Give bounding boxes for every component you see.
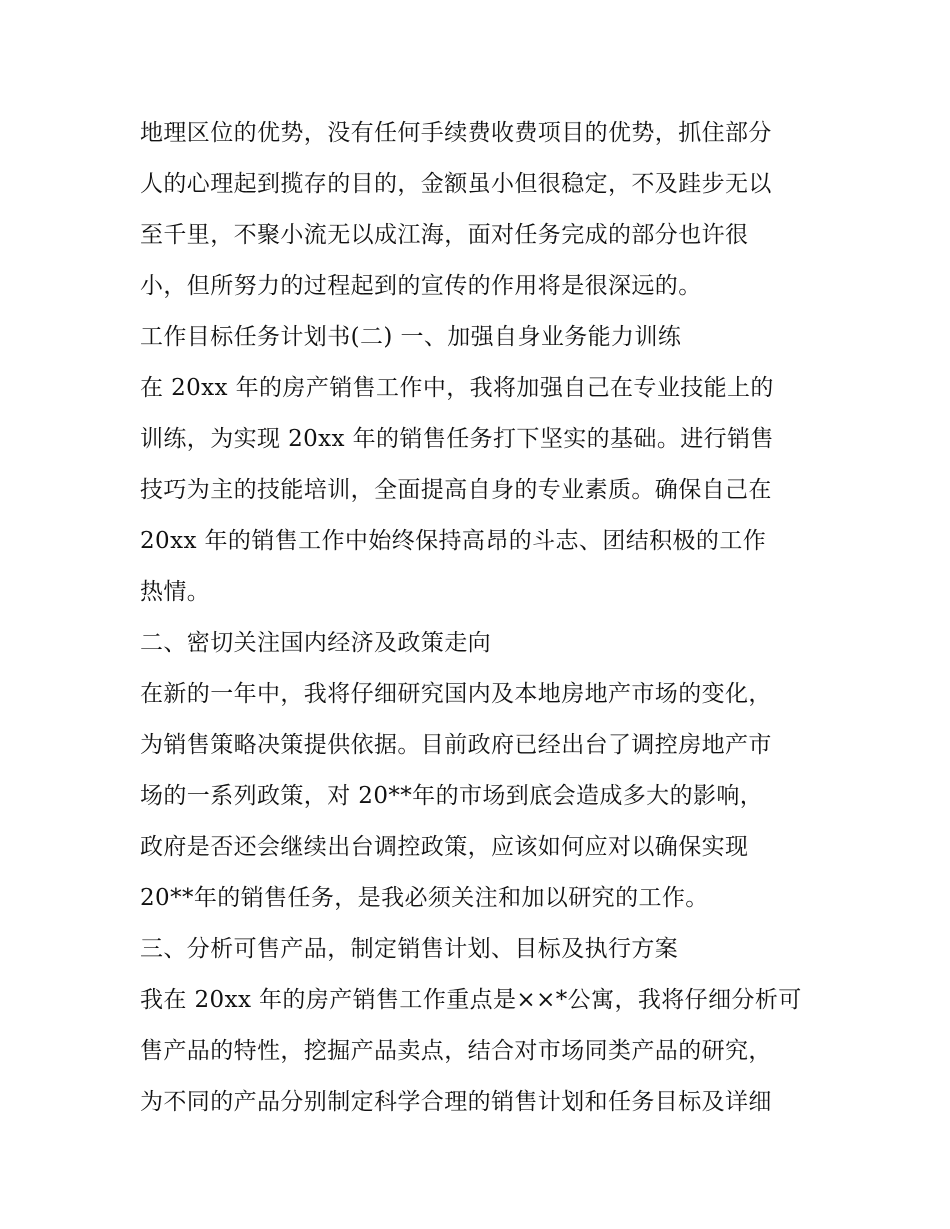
text-line: 在新的一年中，我将仔细研究国内及本地房地产市场的变化， [140,681,772,707]
text-line: 为销售策略决策提供依据。目前政府已经出台了调控房地产市 [140,732,772,758]
text-line: 人的心理起到揽存的目的，金额虽小但很稳定，不及跬步无以 [140,171,772,197]
text-line: 技巧为主的技能培训，全面提高自身的专业素质。确保自己在 [140,477,772,503]
text-line: 售产品的特性，挖掘产品卖点，结合对市场同类产品的研究， [140,1038,772,1064]
text-line: 在 20xx 年的房产销售工作中，我将加强自己在专业技能上的 [140,375,774,401]
text-line: 地理区位的优势，没有任何手续费收费项目的优势，抓住部分 [140,120,772,146]
text-line: 热情。 [140,579,211,605]
text-line: 政府是否还会继续出台调控政策，应该如何应对以确保实现 [140,834,749,860]
section-heading-1: 工作目标任务计划书(二) 一、加强自身业务能力训练 [140,324,682,350]
section-heading-2: 二、密切关注国内经济及政策走向 [140,630,491,656]
body-text [140,108,830,1128]
text-line: 场的一系列政策，对 20**年的市场到底会造成多大的影响， [140,783,764,809]
text-line: 我在 20xx 年的房产销售工作重点是××*公寓，我将仔细分析可 [140,987,802,1013]
text-line: 训练，为实现 20xx 年的销售任务打下坚实的基础。进行销售 [140,426,774,452]
text-line: 20xx 年的销售工作中始终保持高昂的斗志、团结积极的工作 [140,528,767,554]
text-line: 小，但所努力的过程起到的宣传的作用将是很深远的。 [140,273,702,299]
section-heading-3: 三、分析可售产品，制定销售计划、目标及执行方案 [140,936,679,962]
text-line: 至千里，不聚小流无以成江海，面对任务完成的部分也许很 [140,222,749,248]
text-line: 为不同的产品分别制定科学合理的销售计划和任务目标及详细 [140,1089,772,1115]
text-line: 20**年的销售任务，是我必须关注和加以研究的工作。 [140,885,709,911]
